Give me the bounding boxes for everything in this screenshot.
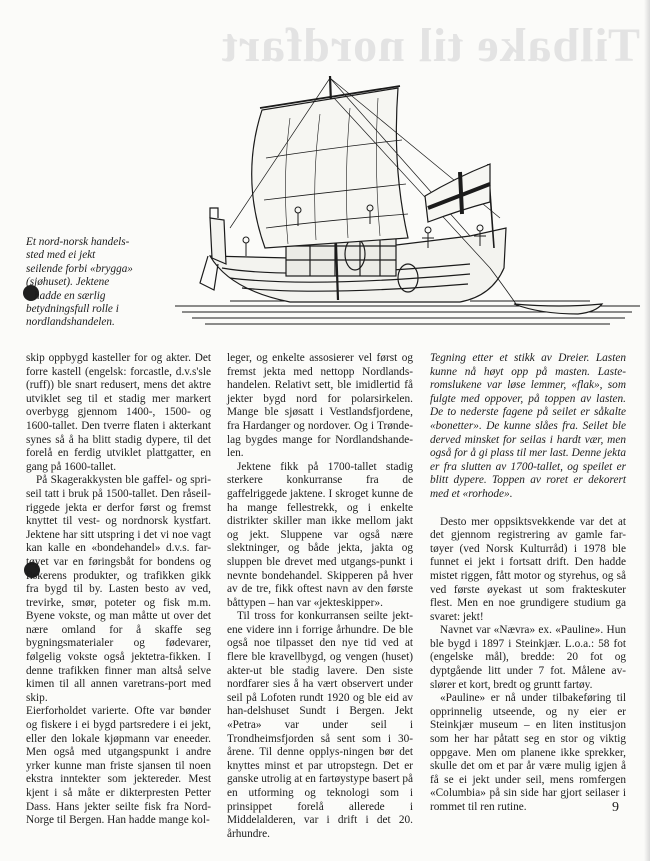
spacer — [430, 502, 626, 516]
text-column-3 — [430, 352, 626, 815]
text-column-1 — [26, 352, 211, 828]
text-column-2 — [227, 352, 413, 841]
flag — [425, 164, 490, 222]
sail — [252, 88, 408, 248]
illustration-caption — [26, 236, 154, 330]
paragraph: Til tross for konkurransen seilte jekt-ene videre inn i forrige århundre. De ble også noe tilpasset den nye tid ved at flere ble kravellbygd, og vengen (huset) akter-ut ble stadig lavere. Den siste nordfarer sies å ha vært observert under seil på Lofoten rundt 1920 og ble eid av han-delshuset Sundt i Bergen. Jekt «Petra» var under seil i Trondheimsfjorden så sent som i 30-årene. Til denne opplys-ningen bør det knyttes minst et par utropstegn. Det er ganske utrolig at en fartøystype basert på en utforming og teknologi som i prinsippet forelå allerede i Middelalderen, var i drift i det 20. århundre. — [227, 610, 413, 840]
paragraph: Desto mer oppsiktsvekkende var det at det gjennom registrering av gamle far-tøyer (ved Norsk Kulturråd) i 1978 ble funnet ei jekt i fortsatt drift. Den hadde mistet riggen, fått motor og styrehus, og så ved første øyekast ut som frakteskuter flest. Men en noe grundigere studium ga svaret: jekt! — [430, 515, 626, 623]
paragraph: Navnet var «Nævra» ex. «Pauline». Hun ble bygd i 1897 i Steinkjær. L.o.a.: 58 fot (engelske mål), bredde: 20 fot og dyptgående litt under 7 fot. Målene av-slører et kort, bredt og gruntt fartøy. — [430, 624, 626, 691]
caption-line: betydningsfull rolle i — [26, 303, 119, 316]
bleed-through-heading: Tilbake til nordfart — [220, 19, 640, 72]
paragraph: På Skagerakkysten ble gaffel- og spri-seil tatt i bruk på 1500-tallet. Den råseil-riggede jekta er derfor først og fremst knyttet til vest- og nordnorsk kystfart. Jektene har sitt utspring i det vi noe vagt kan kalle en «bondehandel» d.v.s. far-tøyet var en føringsbåt for bondens og fiskerens produkter, og trafikken gikk fra bygd til by. Lasten besto av ved, trevirke, smør, poteter og fisk m.m. Byene vokste, og man måtte ut over det nære omland for å skaffe seg bygningsmaterialer og fødevarer, følgelig vokste også jektetra-fikken. I denne trafikken finner man altså selve kimen til all annen varetrans-port med skip. — [26, 474, 211, 704]
page-number: 9 — [612, 800, 619, 815]
caption-line: seilende forbi «brygga» — [26, 262, 133, 275]
caption-line: nordlandshandelen. — [26, 316, 115, 329]
drawing-caption: Tegning etter et stikk av Dreier. Lasten kunne nå høyt opp på masten. Laste-romslukene var løse lemmer, «flak», som fulgte med oppover, på toppen av lasten. De to nederste fagene på seilet er såkalte «bonetter». De kunne slåes fra. Seilet ble derved minsket for seilas i hardt vær, men også for å gi plass til mer last. Denne jekta er fra slutten av 1700-tallet, og speilet er blitt dypere. Toppen av roret er dekorert med et «rorhode». — [430, 352, 626, 500]
caption-line: hadde en særlig — [34, 289, 106, 302]
paragraph: skip oppbygd kasteller for og akter. Det forre kastell (engelsk: forcastle, d.v.s'sle (ruff)) ble snart redusert, mens det aktre utviklet seg til et stadig mer markert overbygg gjennom 1400-, 1500- og 1600-tallet. Den tverre flaten i akterkant synes så å ha blitt stadig dypere, til det forelå en ferdig utviklet plattgatter, en gang på 1600-tallet. — [26, 352, 211, 473]
caption-line: Et nord-norsk handels- — [26, 236, 130, 248]
paragraph: Eierforholdet varierte. Ofte var bønder og fiskere i ei bygd partsredere i ei jekt, eller den lokale kjøpmann var eneeder. Men også med utgangspunkt i andre yrker kunne man friste sjansen til noen ekstra inntekter som jektereder. Mest kjent i så måte er dikterpresten Petter Dass. Hans jekter seilte fisk fra Nord-Norge til Bergen. Han hadde mange kol- — [26, 705, 211, 827]
caption-line: (sjøhuset). Jektene — [26, 276, 110, 289]
paragraph: Jektene fikk på 1700-tallet stadig sterkere konkurranse fra de gaffelriggede jaktene. I skroget kunne de ha mange fellestrekk, og i enkelte distrikter skiller man ikke mellom jakt og jekt. Sluppene var også nære slektninger, og både jekta, jakta og sluppen ble drevet med utgangs-punkt i nevnte bondehandel. Skipperen på hver av de tre, fikk oftest navn av den første båttypen – han var «jekteskipper». — [227, 460, 413, 609]
ship-illustration — [170, 68, 645, 338]
paragraph: «Pauline» er nå under tilbakeføring til opprinnelig utseende, og ny eier er Steinkjær museum – en liten institusjon som her har påtatt seg en stor og viktig oppgave. Men om planene ikke sprekker, skulle det om et par år være mulig igjen å få se ei jekt under seil, mens romfergen «Columbia» på sin side har gjort seilaser i rommet til ren rutine. — [430, 692, 626, 813]
paragraph: leger, og enkelte assosierer vel først og fremst jekta med nettopp Nordlands-handelen. Relativt sett, ble imidlertid få jekter bygd nord for polarsirkelen. Mange ble sjøsatt i Vestlandsfjordene, fra Hardanger og nordover. Og i Trønde-lag bygdes mange for Nordlandshande-len. — [227, 352, 413, 460]
caption-line: sted med ei jekt — [26, 249, 96, 262]
small-boat — [514, 304, 602, 314]
